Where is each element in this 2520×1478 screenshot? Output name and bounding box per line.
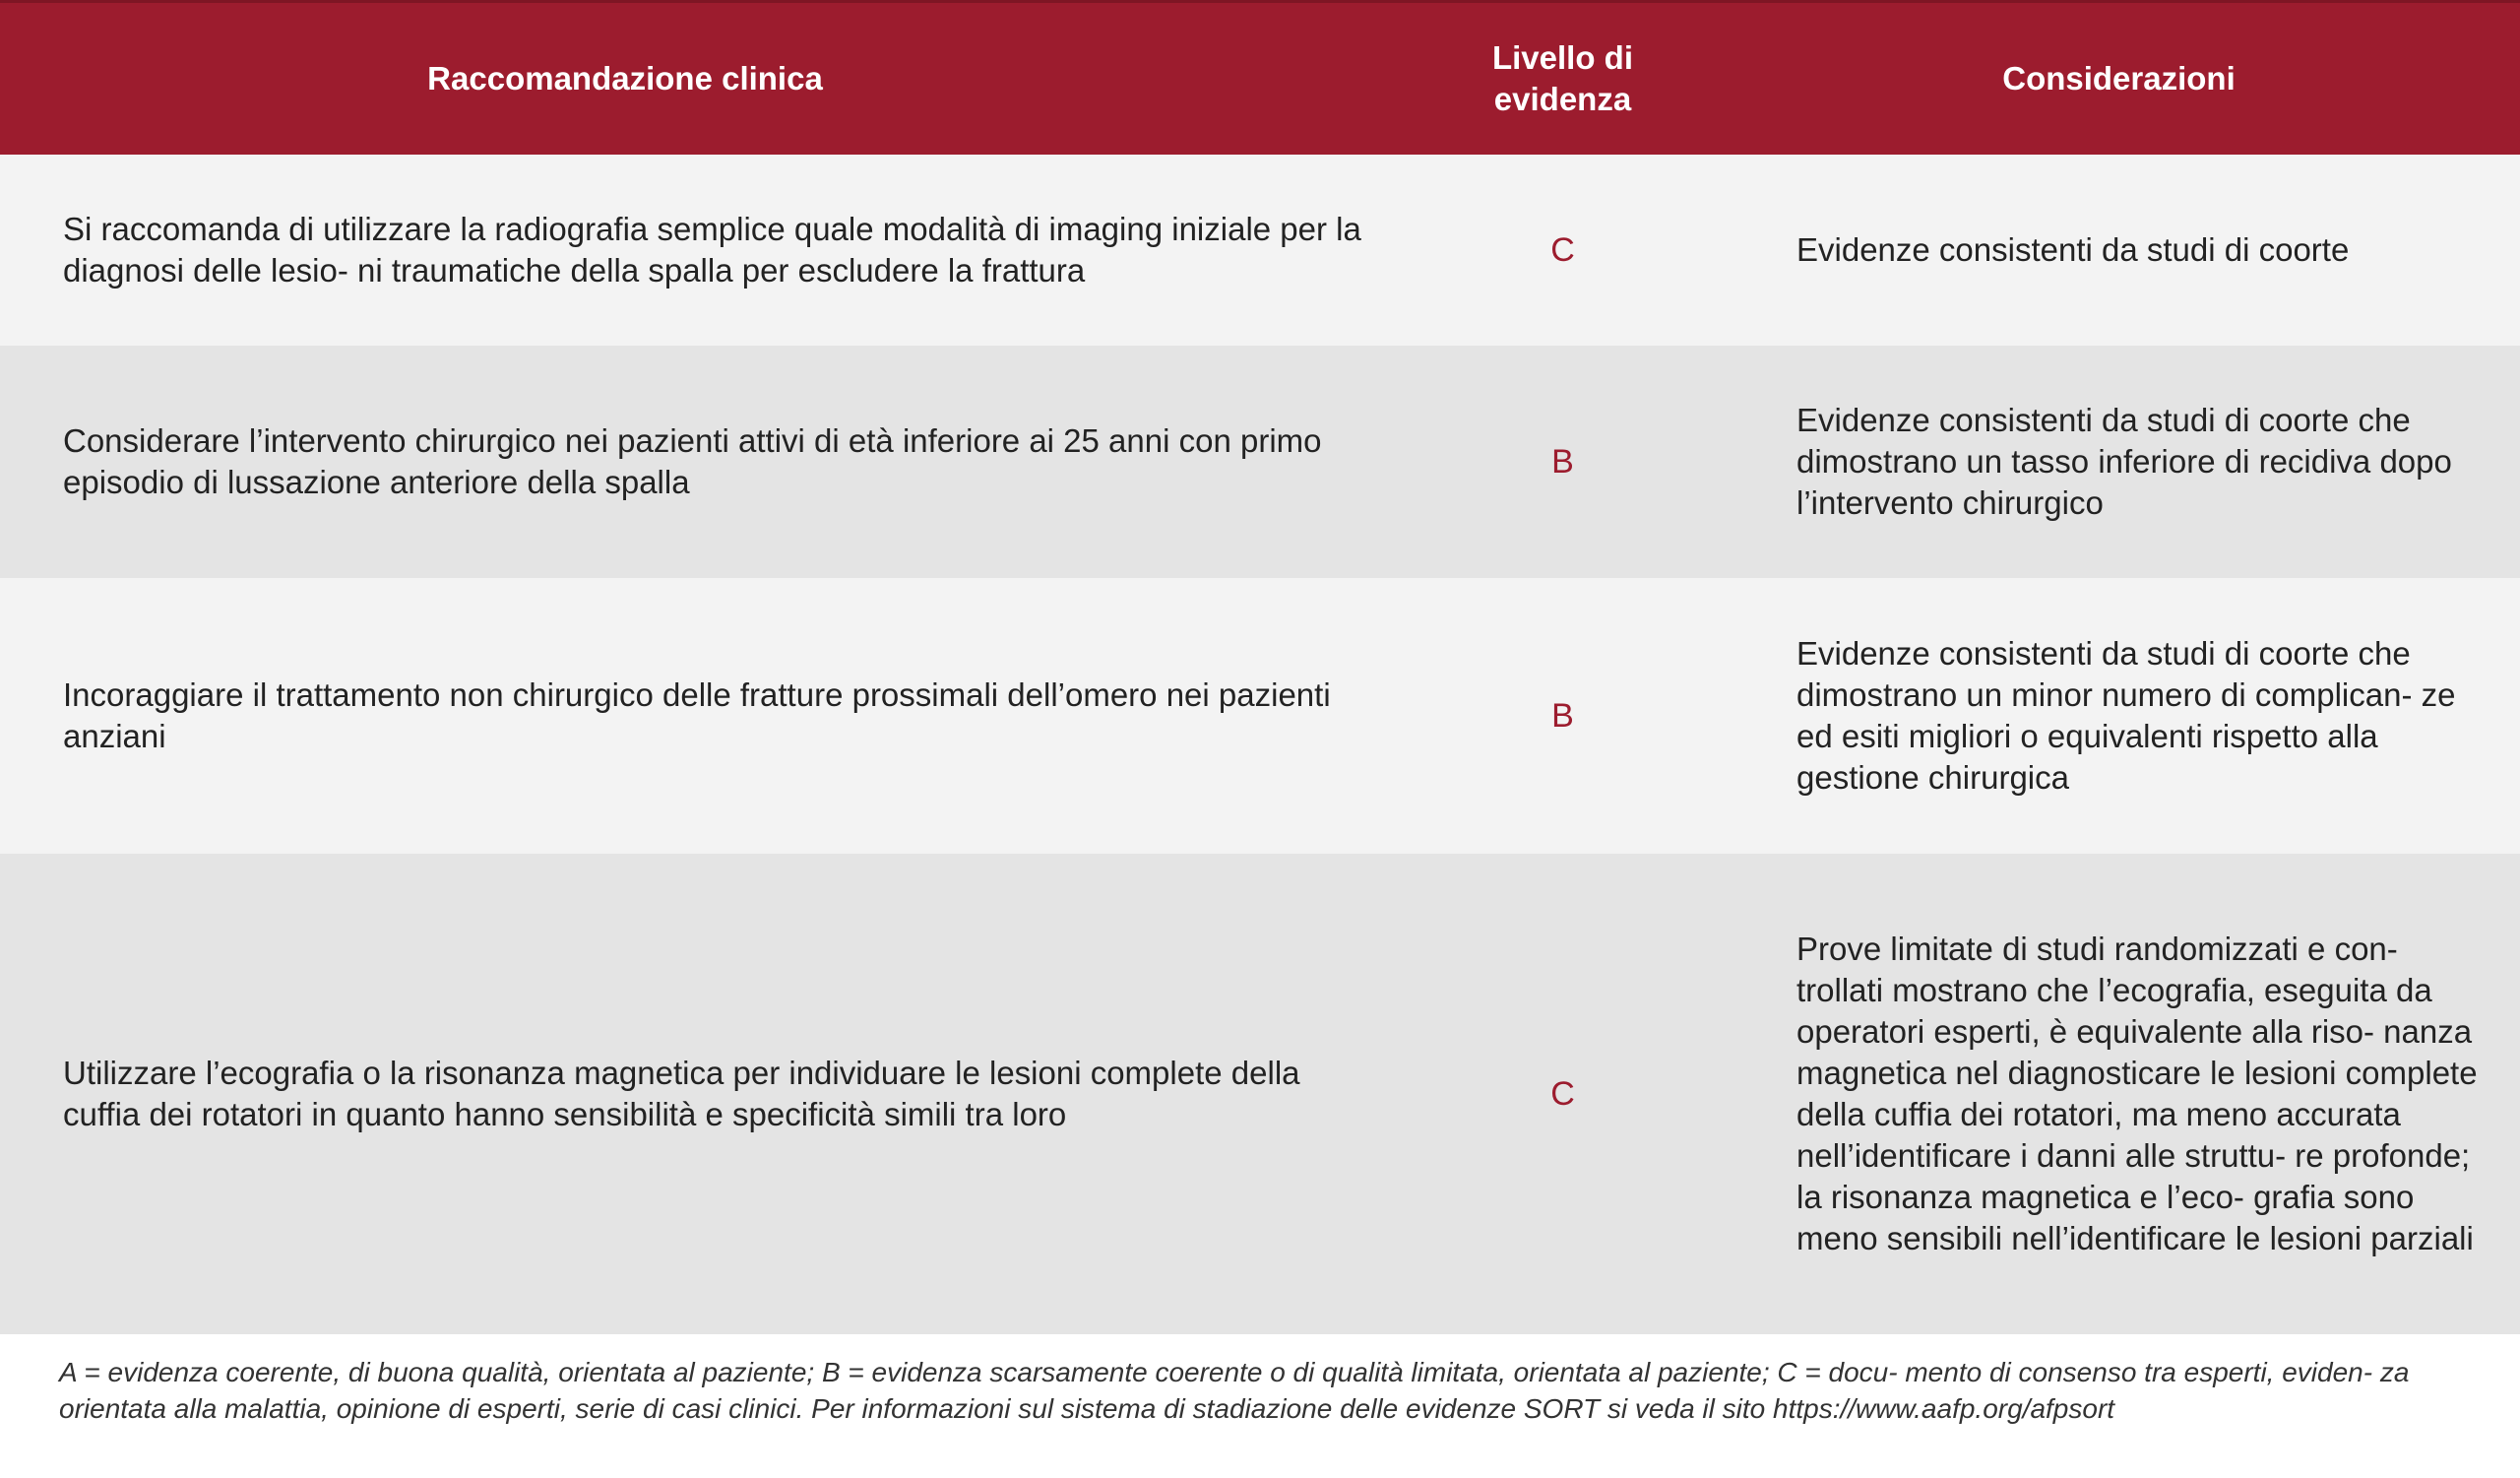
header-row — [0, 2, 2520, 155]
evidence-level-cell: C — [1550, 230, 1575, 269]
table-row — [0, 155, 2520, 346]
evidence-level-cell: C — [1550, 1074, 1575, 1113]
header-considerations: Considerazioni — [1718, 2, 2520, 155]
recommendation-cell: Utilizzare l’ecografia o la risonanza magnetica per individuare le lesioni complete della cuffia dei rotatori in quanto hanno sensibilità e specificità simili tra loro — [63, 1054, 1300, 1132]
evidence-level-cell: B — [1551, 696, 1574, 735]
table-footnote: A = evidenza coerente, di buona qualità, orientata al paziente; B = evidenza scarsamente coerente o di qualità limitata, orientata al paziente; C = docu- mento di consenso tra esperti, eviden- za orientata alla malattia, opinione di esperti, serie di casi clinici. Per informazioni sul sistema di stadiazione delle evidenze SORT si veda il sito https://www.aafp.org/afpsort — [59, 1357, 2410, 1424]
table-body — [0, 155, 2520, 1334]
considerations-cell: Evidenze consistenti da studi di coorte — [1796, 230, 2350, 268]
recommendation-cell: Considerare l’intervento chirurgico nei pazienti attivi di età inferiore ai 25 anni con primo episodio di lussazione anteriore della spalla — [63, 421, 1322, 500]
table-row — [0, 578, 2520, 854]
recommendation-cell: Incoraggiare il trattamento non chirurgico delle fratture prossimali dell’omero nei pazienti anziani — [63, 675, 1331, 754]
header-level: Livello di evidenza — [1408, 2, 1718, 155]
recommendation-cell: Si raccomanda di utilizzare la radiografia semplice quale modalità di imaging iniziale per la diagnosi delle lesio- ni traumatiche della spalla per escludere la frattura — [63, 210, 1361, 289]
table-row — [0, 854, 2520, 1334]
considerations-cell: Evidenze consistenti da studi di coorte che dimostrano un minor numero di complican- ze ed esiti migliori o equivalenti rispetto alla gestione chirurgica — [1796, 634, 2456, 796]
table-row — [0, 346, 2520, 578]
table-header — [0, 2, 2520, 155]
considerations-cell: Prove limitate di studi randomizzati e con- trollati mostrano che l’ecografia, eseguita da operatori esperti, è equivalente alla riso- nanza magnetica nel diagnosticare le lesioni complete della cuffia dei rotatori, ma meno accurata nell’identificare i danni alle struttu- re profonde; la risonanza magnetica e l’eco- grafia sono meno sensibili nell’identificare le lesioni parziali — [1796, 930, 2478, 1256]
header-recommendation: Raccomandazione clinica — [0, 2, 1408, 155]
considerations-cell: Evidenze consistenti da studi di coorte che dimostrano un tasso inferiore di recidiva dopo l’intervento chirurgico — [1796, 401, 2452, 521]
evidence-level-cell: B — [1551, 442, 1574, 481]
